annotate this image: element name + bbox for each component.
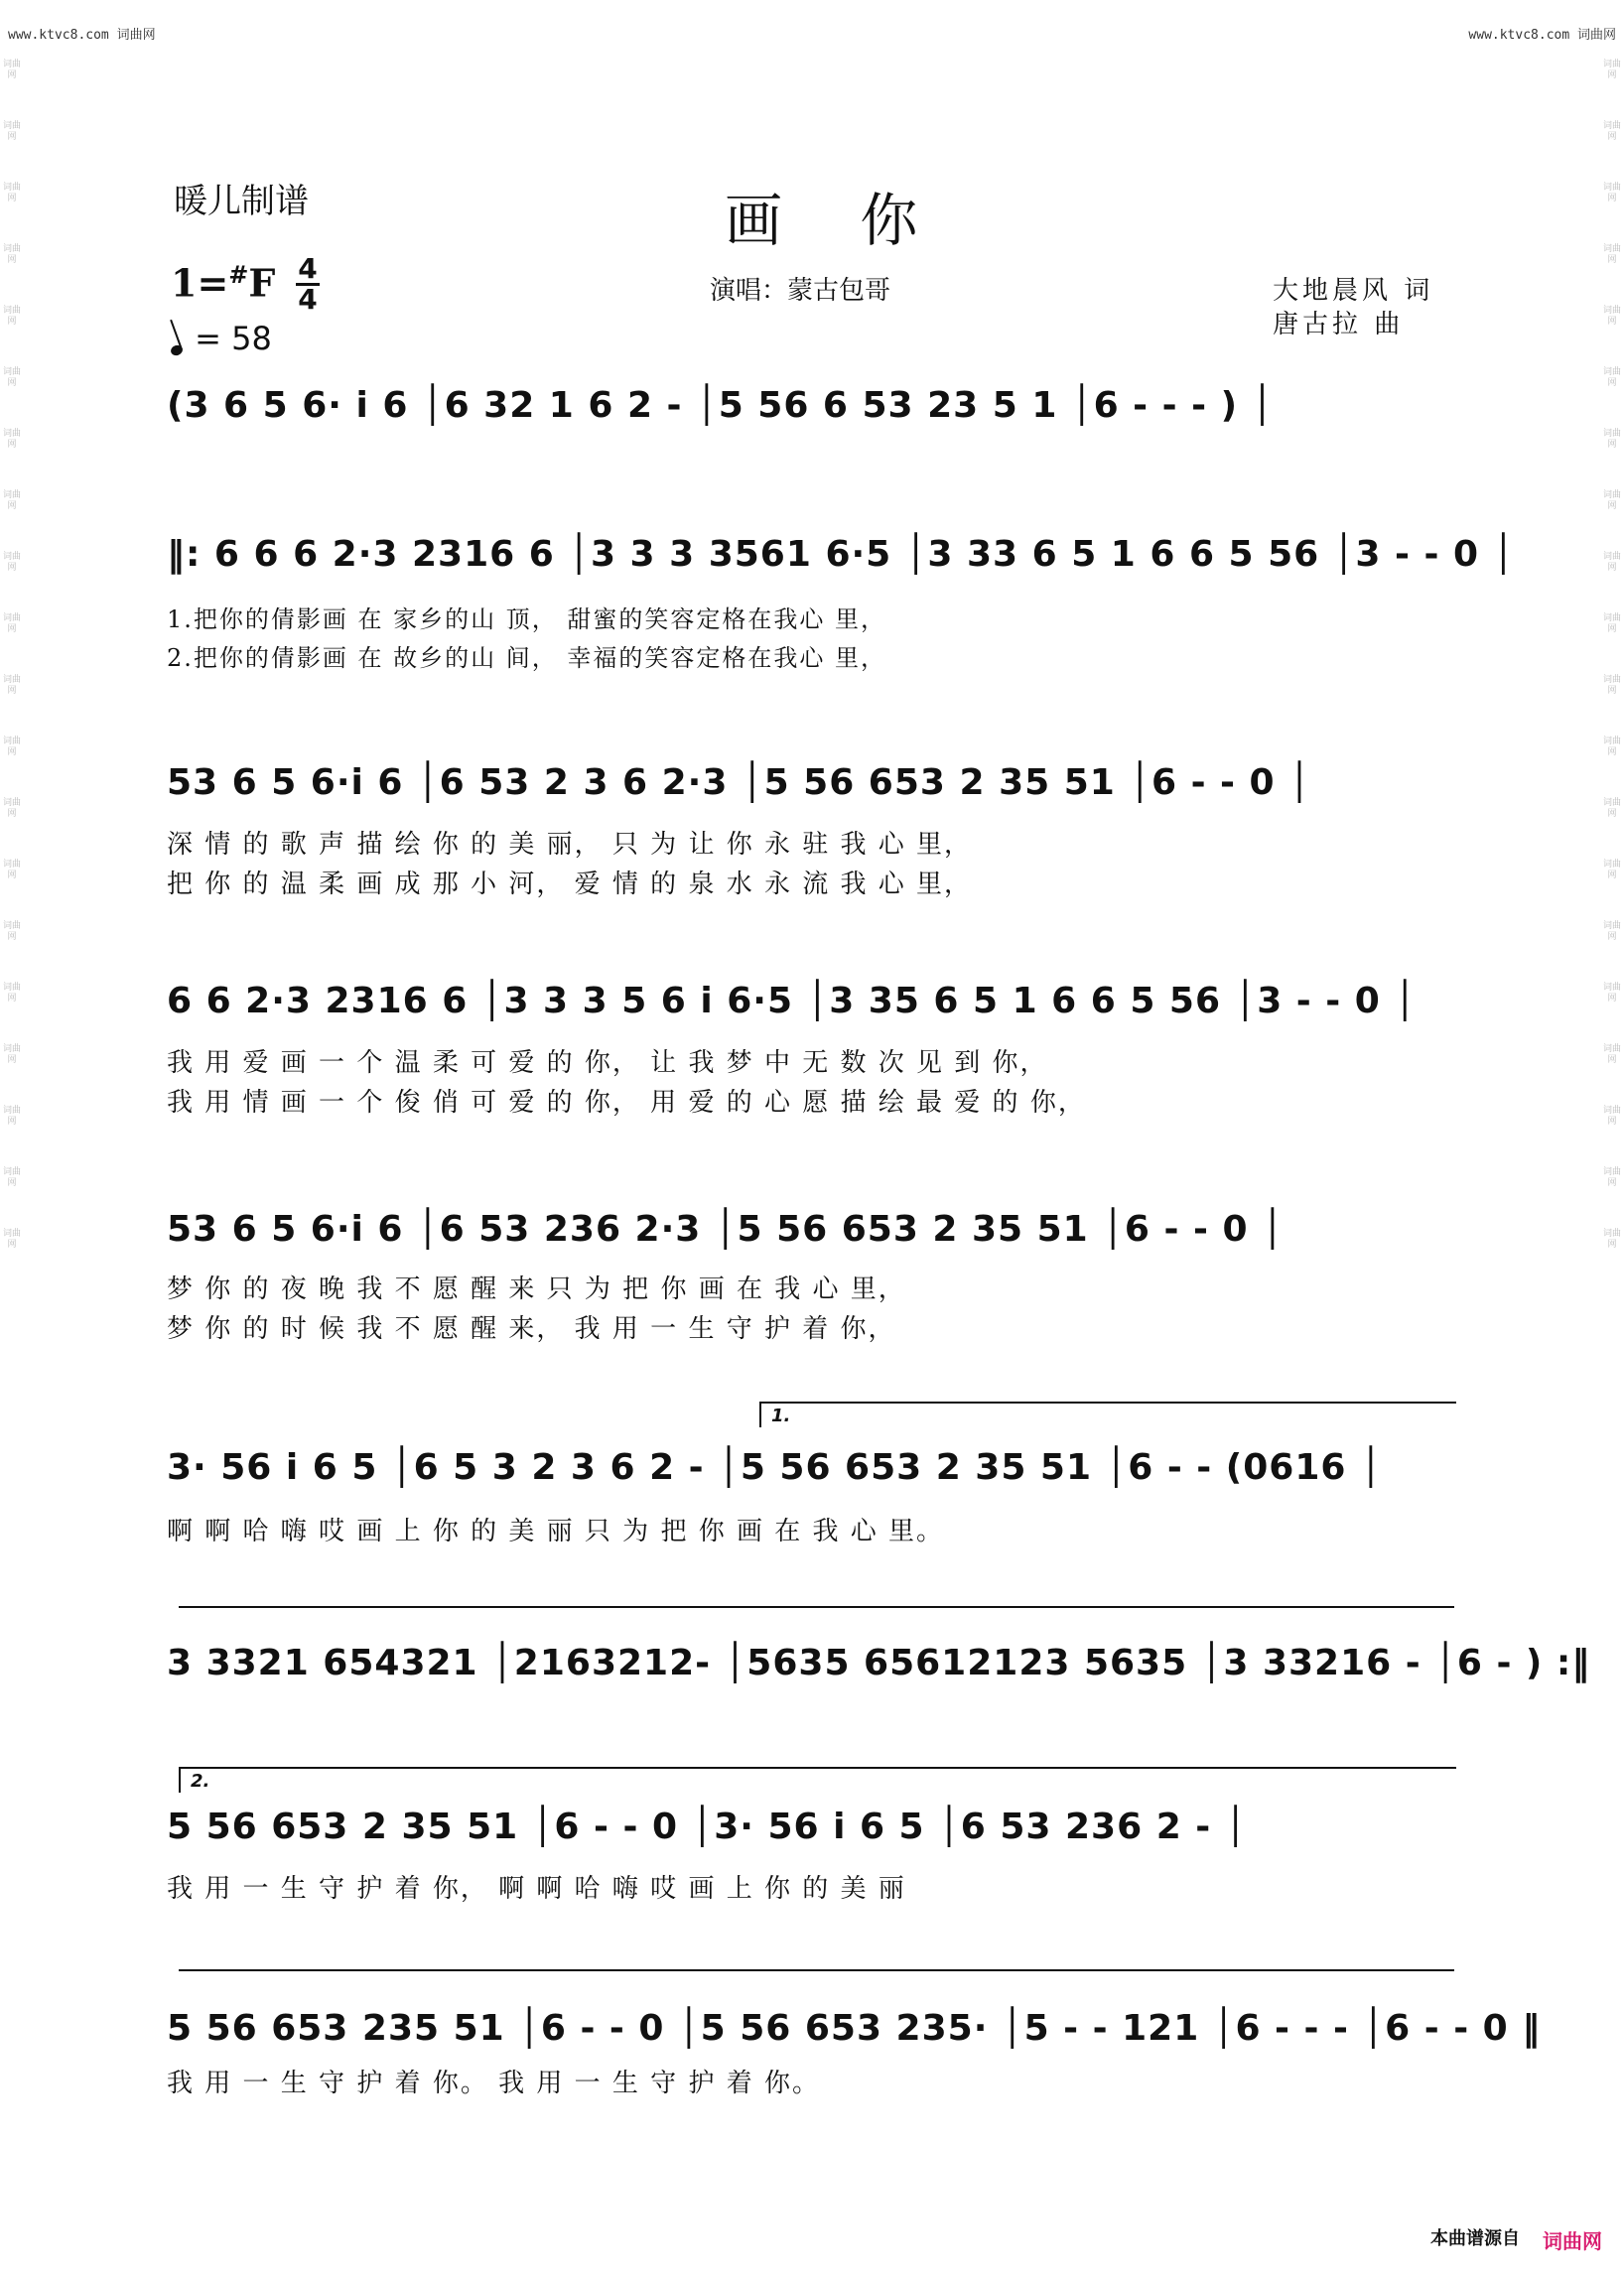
- lyric-row-2-verse-1: 1.把你的倩影画 在 家乡的山 顶， 甜蜜的笑容定格在我心 里，: [167, 605, 887, 633]
- site-logo[interactable]: 词曲网: [1543, 2229, 1602, 2253]
- score-row-5: 53 6 5 6·i 6 │6 53 236 2·3 │5 56 653 2 35 51 │6 - - 0 │: [167, 1209, 1285, 1250]
- side-watermark-right: 词曲网 词曲网 词曲网 词曲网 词曲网 词曲网 词曲网 词曲网 词曲网 词曲网 词曲网 词曲网 词曲网 词曲网 词曲网 词曲网 词曲网 词曲网 词曲网 词曲网: [1602, 60, 1621, 1250]
- lyric-row-5-verse-1: 梦 你 的 夜 晚 我 不 愿 醒 来 只 为 把 你 画 在 我 心 里，: [167, 1274, 906, 1304]
- score-row-8: 5 56 653 2 35 51 │6 - - 0 │3· 56 i 6 5 │6 53 236 2 - │: [167, 1807, 1248, 1847]
- watermark-right: www.ktvc8.com 词曲网: [1468, 28, 1616, 43]
- lyric-row-6: 啊 啊 哈 嗨 哎 画 上 你 的 美 丽 只 为 把 你 画 在 我 心 里。: [167, 1517, 945, 1546]
- score-row-1: (3 6 5 6· i 6 │6 32 1 6 2 - │5 56 6 53 23 5 1 │6 - - - ) │: [167, 385, 1275, 426]
- score-row-6: 3· 56 i 6 5 │6 5 3 2 3 6 2 - │5 56 653 2 35 51 │6 - - (0616 │: [167, 1447, 1383, 1488]
- continuation-line-2: [179, 1969, 1454, 1971]
- time-signature: 4 4: [296, 255, 320, 314]
- lyric-row-3-verse-1: 深 情 的 歌 声 描 绘 你 的 美 丽， 只 为 让 你 永 驻 我 心 里，: [167, 830, 973, 860]
- watermark-left: www.ktvc8.com 词曲网: [8, 28, 156, 43]
- lyric-row-5-verse-2: 梦 你 的 时 候 我 不 愿 醒 来， 我 用 一 生 守 护 着 你，: [167, 1314, 896, 1344]
- continuation-line: [179, 1606, 1454, 1608]
- lyric-row-4-verse-1: 我 用 爱 画 一 个 温 柔 可 爱 的 你， 让 我 梦 中 无 数 次 见 到 你，: [167, 1048, 1048, 1078]
- score-row-9: 5 56 653 235 51 │6 - - 0 │5 56 653 235· │5 - - 121 │6 - - - │6 - - 0 ‖: [167, 2008, 1542, 2049]
- song-title: 画 你: [725, 187, 948, 254]
- score-row-2: ‖: 6 6 6 2·3 2316 6 │3 3 3 3561 6·5 │3 33 6 5 1 6 6 5 56 │3 - - 0 │: [167, 534, 1516, 575]
- lyric-row-8: 我 用 一 生 守 护 着 你， 啊 啊 哈 嗨 哎 画 上 你 的 美 丽: [167, 1874, 906, 1904]
- quarter-note-icon: [170, 343, 185, 357]
- singer: 演唱：蒙古包哥: [710, 276, 891, 306]
- lyric-row-3-verse-2: 把 你 的 温 柔 画 成 那 小 河， 爱 情 的 泉 水 永 流 我 心 里，: [167, 870, 973, 899]
- lyric-row-2-verse-2: 2.把你的倩影画 在 故乡的山 间， 幸福的笑容定格在我心 里，: [167, 644, 887, 672]
- tempo: = 58: [171, 320, 272, 357]
- source-label: 本曲谱源自: [1430, 2228, 1520, 2249]
- score-row-4: 6 6 2·3 2316 6 │3 3 3 5 6 i 6·5 │3 35 6 5 1 6 6 5 56 │3 - - 0 │: [167, 981, 1418, 1021]
- key-signature: 1=#F: [171, 260, 276, 306]
- score-row-3: 53 6 5 6·i 6 │6 53 2 3 6 2·3 │5 56 653 2 35 51 │6 - - 0 │: [167, 762, 1311, 803]
- composer: 唐古拉 曲: [1273, 310, 1405, 339]
- lyric-row-4-verse-2: 我 用 情 画 一 个 俊 俏 可 爱 的 你， 用 爱 的 心 愿 描 绘 最 爱 的 你，: [167, 1088, 1086, 1118]
- side-watermark-left: 词曲网 词曲网 词曲网 词曲网 词曲网 词曲网 词曲网 词曲网 词曲网 词曲网 词曲网 词曲网 词曲网 词曲网 词曲网 词曲网 词曲网 词曲网 词曲网 词曲网: [2, 60, 21, 1250]
- arranger: 暖儿制谱: [174, 182, 309, 221]
- lyricist: 大地晨风 词: [1273, 276, 1434, 306]
- lyric-row-9: 我 用 一 生 守 护 着 你。 我 用 一 生 守 护 着 你。: [167, 2069, 820, 2098]
- score-row-7: 3 3321 654321 │2163212- │5635 65612123 5635 │3 33216 - │6 - ) :‖: [167, 1643, 1591, 1683]
- volta-1-bracket: 1.: [759, 1402, 1456, 1427]
- volta-2-bracket: 2.: [179, 1767, 1456, 1793]
